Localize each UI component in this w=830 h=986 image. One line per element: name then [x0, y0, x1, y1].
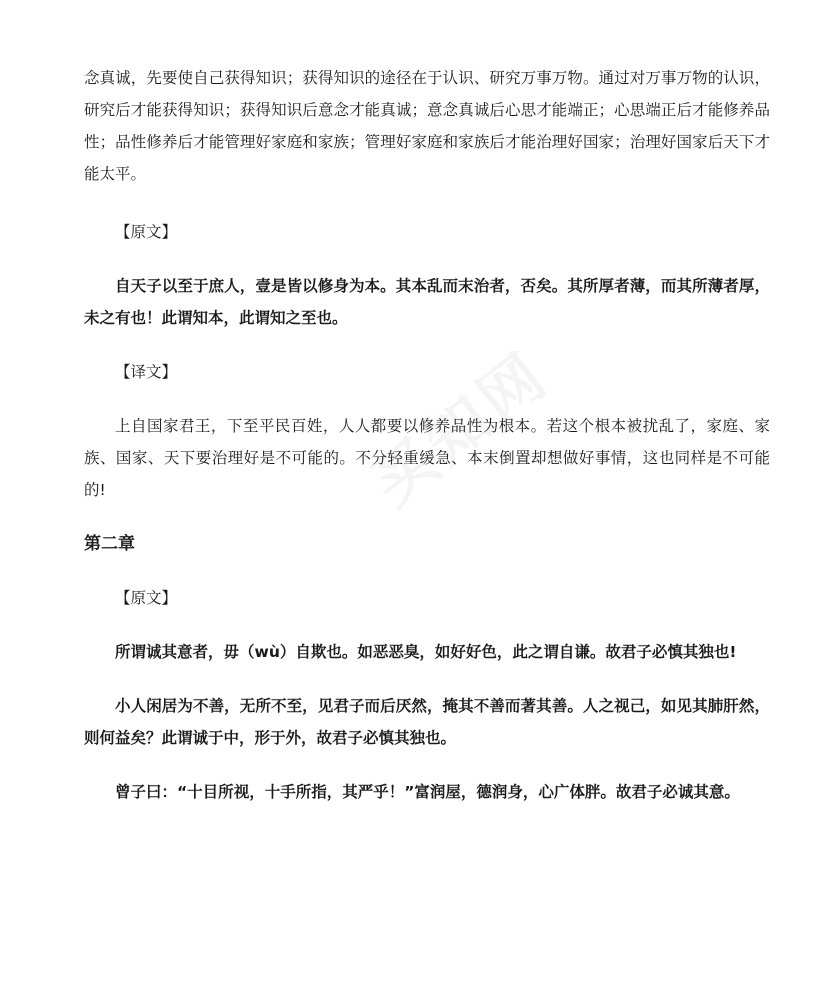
- chapter-title: 第二章: [84, 534, 135, 554]
- paragraph-original-text-3: 小人闲居为不善，无所不至，见君子而后厌然，掩其不善而著其善。人之视己，如见其肺肝然，则何益矣？此谓诚于中，形于外，故君子必慎其独也。: [84, 697, 770, 747]
- paragraph-translation-continued: 念真诚，先要使自己获得知识；获得知识的途径在于认识、研究万事万物。通过对万事万物的认识，研究后才能获得知识；获得知识后意念才能真诚；意念真诚后心思才能端正；心思端正后才能修养品性；品性修养后才能管理好家庭和家族；管理好家庭和家族后才能治理好国家；治理好国家后天下才能太平。: [84, 69, 770, 183]
- paragraph-original-text-4: 曾子曰：“十目所视，十手所指，其严乎！”富润屋，德润身，心广体胖。故君子必诚其意。: [115, 783, 740, 801]
- paragraph-original-text: 自天子以至于庶人，壹是皆以修身为本。其本乱而末治者，否矣。其所厚者薄，而其所薄者厚，未之有也！此谓知本，此谓知之至也。: [84, 277, 770, 327]
- paragraph-original-text-2: 所谓诚其意者，毋（wù）自欺也。如恶恶臭，如好好色，此之谓自谦。故君子必慎其独也!: [115, 643, 737, 661]
- document-page: [84, 62, 770, 808]
- section-label-original-text-2: 【原文】: [115, 589, 178, 607]
- section-label-translation: 【译文】: [115, 363, 178, 381]
- paragraph-translation: 上自国家君王，下至平民百姓，人人都要以修养品性为根本。若这个根本被扰乱了，家庭、家族、国家、天下要治理好是不可能的。不分轻重缓急、本末倒置却想做好事情，这也同样是不可能的!: [84, 417, 770, 499]
- section-label-original-text: 【原文】: [115, 223, 178, 241]
